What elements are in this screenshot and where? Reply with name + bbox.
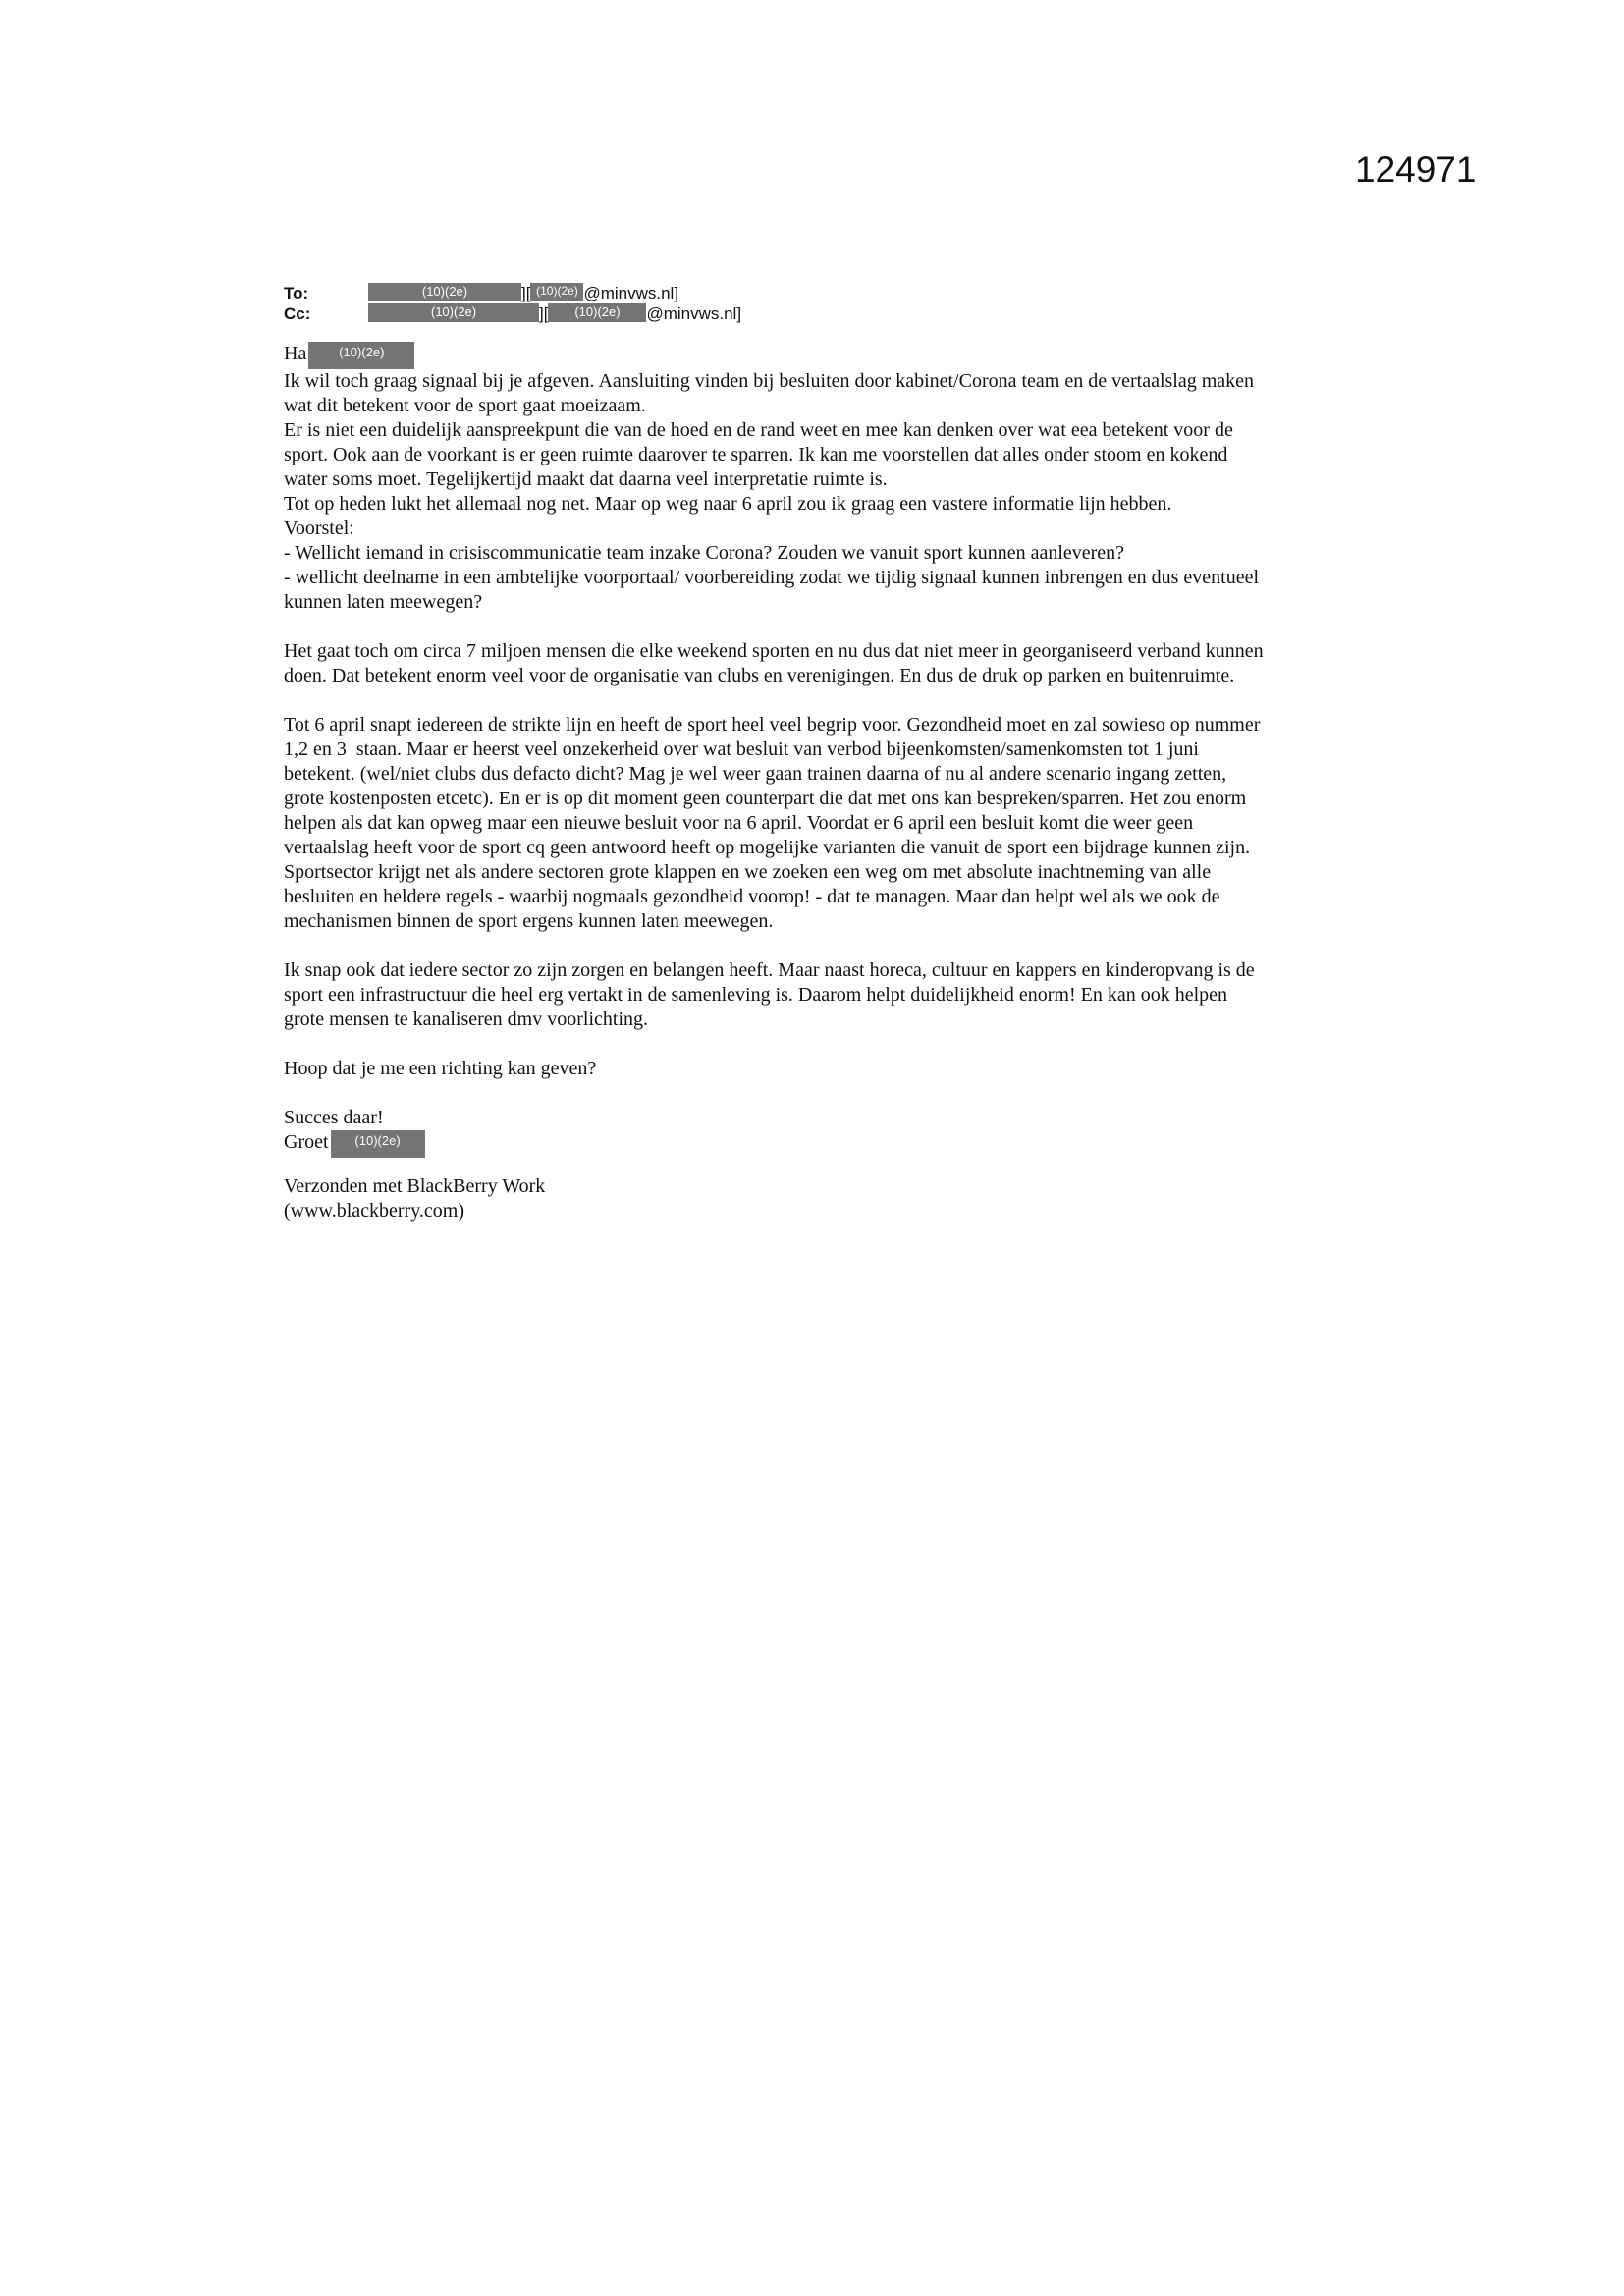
text-line: 1,2 en 3 staan. Maar er heerst veel onzekerheid over wat besluit van verbod bijeenkomsten/samenkomsten tot 1 juni xyxy=(284,738,1199,760)
text-line: Sportsector krijgt net als andere sectoren grote klappen en we zoeken een weg om met absolute inachtneming van alle xyxy=(284,861,1212,883)
greeting-line xyxy=(284,342,1383,369)
text-line: - wellicht deelname in een ambtelijke voorportaal/ voorbereiding zodat we tijdig signaal kunnen inbrengen en dus eventueel xyxy=(284,567,1259,588)
greeting-text: Ha xyxy=(284,343,307,364)
text-line: grote kostenposten etcetc). En er is op dit moment geen counterpart die dat met ons kan bespreken/sparren. Het zou enorm xyxy=(284,788,1247,809)
cc-domain: @minvws.nl] xyxy=(646,304,742,323)
to-value xyxy=(368,283,678,303)
text-line: doen. Dat betekent enorm veel voor de organisatie van clubs en verenigingen. En dus de druk op parken en buitenruimte. xyxy=(284,665,1235,686)
text-line: grote mensen te kanaliseren dmv voorlichting. xyxy=(284,1009,649,1030)
cc-label: Cc: xyxy=(284,304,311,323)
cc-row xyxy=(284,303,1364,324)
text-line: - Wellicht iemand in crisiscommunicatie team inzake Corona? Zouden we vanuit sport kunnen aanleveren? xyxy=(284,542,1125,564)
text-line: Ik snap ook dat iedere sector zo zijn zorgen en belangen heeft. Maar naast horeca, cultuur en kappers en kinderopvang is de xyxy=(284,959,1255,981)
text-line: wat dit betekent voor de sport gaat moeizaam. xyxy=(284,395,646,416)
to-domain: @minvws.nl] xyxy=(583,284,679,302)
text-line: sport. Ook aan de voorkant is er geen ruimte daarover te sparren. Ik kan me voorstellen dat alles onder stoom en kokend xyxy=(284,444,1228,465)
text-line: Voorstel: xyxy=(284,518,354,539)
redaction-box: (10)(2e) xyxy=(331,1130,425,1158)
text-line: Tot 6 april snapt iedereen de strikte lijn en heeft de sport heel veel begrip voor. Gezondheid moet en zal sowieso op nummer xyxy=(284,714,1261,736)
text-line: kunnen laten meewegen? xyxy=(284,591,483,613)
redaction-box: (10)(2e) xyxy=(368,283,521,301)
text-line: Er is niet een duidelijk aanspreekpunt die van de hoed en de rand weet en mee kan denken over wat eea betekent voor de xyxy=(284,419,1233,441)
text-line: Ik wil toch graag signaal bij je afgeven. Aansluiting vinden bij besluiten door kabinet/Corona team en de vertaalslag maken xyxy=(284,370,1255,392)
question-line: Hoop dat je me een richting kan geven? xyxy=(284,1058,597,1079)
redaction-box: (10)(2e) xyxy=(308,342,414,369)
regards-line xyxy=(284,1130,1383,1158)
footer-url: (www.blackberry.com) xyxy=(284,1200,464,1222)
text-line: sport een infrastructuur die heel erg vertakt in de samenleving is. Daarom helpt duidelijkheid enorm! En kan ook helpen xyxy=(284,984,1228,1006)
cc-separator: ][ xyxy=(539,304,549,323)
cc-value xyxy=(368,303,741,324)
to-label: To: xyxy=(284,284,309,302)
email-header xyxy=(284,283,1364,324)
text-line: betekent. (wel/niet clubs dus defacto dicht? Mag je wel weer gaan trainen daarna of nu al andere scenario ingang zetten, xyxy=(284,763,1227,785)
redaction-box: (10)(2e) xyxy=(368,303,539,322)
paragraph-3 xyxy=(284,713,1383,934)
redaction-box: (10)(2e) xyxy=(530,283,583,301)
text-line: vertaalslag heeft voor de sport cq geen antwoord heeft op mogelijke varianten die vanuit de sport een bijdrage kunnen zijn. xyxy=(284,837,1251,858)
paragraph-1 xyxy=(284,369,1383,615)
text-line: Het gaat toch om circa 7 miljoen mensen die elke weekend sporten en nu dus dat niet meer in georganiseerd verband kunnen xyxy=(284,640,1264,662)
regards-text: Groet xyxy=(284,1131,329,1153)
text-line: helpen als dat kan opweg maar een nieuwe besluit voor na 6 april. Voordat er 6 april een besluit komt die weer geen xyxy=(284,812,1194,834)
email-body xyxy=(284,342,1383,1224)
document-number: 124971 xyxy=(1355,149,1477,190)
closing-line: Succes daar! xyxy=(284,1107,384,1128)
paragraph-2 xyxy=(284,639,1383,688)
paragraph-4 xyxy=(284,958,1383,1032)
text-line: water soms moet. Tegelijkertijd maakt dat daarna veel interpretatie ruimte is. xyxy=(284,468,888,490)
text-line: besluiten en heldere regels - waarbij nogmaals gezondheid voorop! - dat te managen. Maar dan helpt wel als we ook de xyxy=(284,886,1220,907)
text-line: mechanismen binnen de sport ergens kunnen laten meewegen. xyxy=(284,910,774,932)
to-row xyxy=(284,283,1364,303)
text-line: Tot op heden lukt het allemaal nog net. Maar op weg naar 6 april zou ik graag een vastere informatie lijn hebben. xyxy=(284,493,1172,515)
to-separator: ][ xyxy=(521,284,531,302)
redaction-box: (10)(2e) xyxy=(548,303,646,322)
footer-line: Verzonden met BlackBerry Work xyxy=(284,1175,546,1197)
